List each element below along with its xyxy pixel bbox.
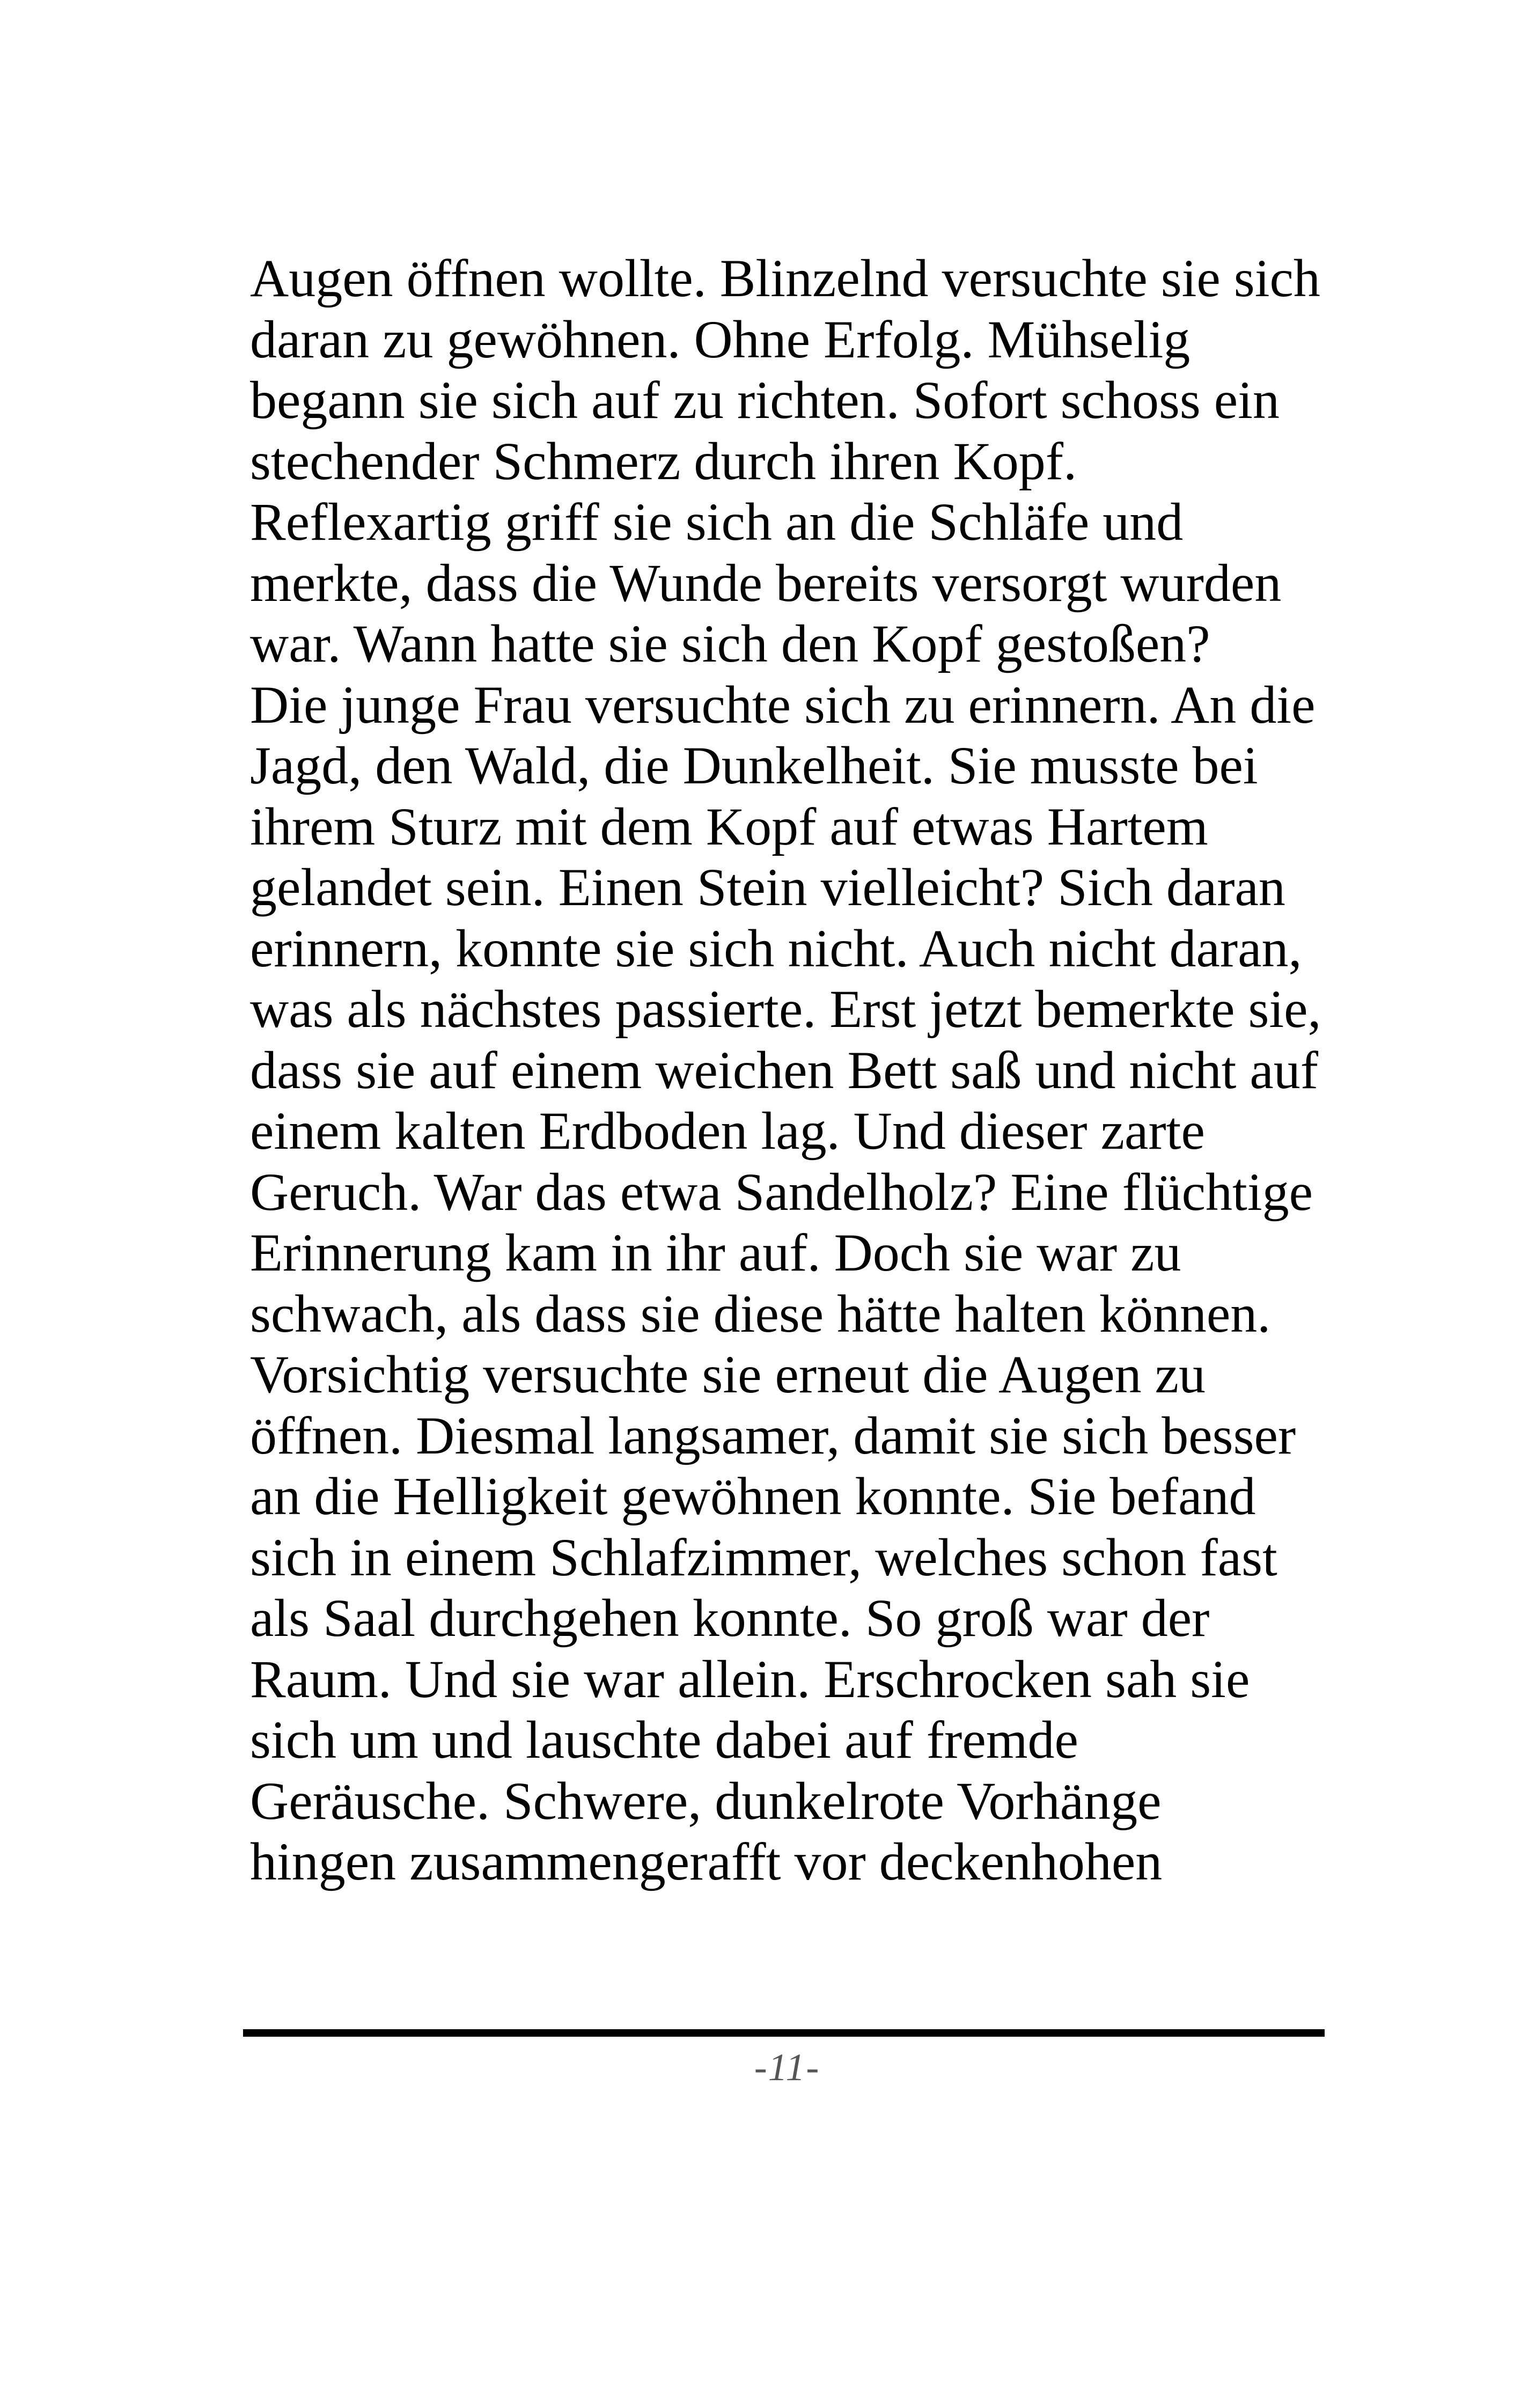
text-line: Augen öffnen wollte. Blinzelnd versuchte sie sich bbox=[250, 248, 1320, 308]
text-line: Geruch. War das etwa Sandelholz? Eine flüchtige bbox=[250, 1162, 1313, 1222]
text-line: sich um und lauschte dabei auf fremde bbox=[250, 1710, 1078, 1770]
text-line: stechender Schmerz durch ihren Kopf. bbox=[250, 431, 1077, 491]
text-line: daran zu gewöhnen. Ohne Erfolg. Mühselig bbox=[250, 309, 1191, 369]
body-text bbox=[250, 248, 1323, 1892]
text-line: ihrem Sturz mit dem Kopf auf etwas Hartem bbox=[250, 796, 1208, 856]
text-line: was als nächstes passierte. Erst jetzt bemerkte sie, bbox=[250, 979, 1321, 1039]
text-line: einem kalten Erdboden lag. Und dieser zarte bbox=[250, 1101, 1205, 1161]
text-line: Geräusche. Schwere, dunkelrote Vorhänge bbox=[250, 1771, 1162, 1831]
text-line: als Saal durchgehen konnte. So groß war der bbox=[250, 1588, 1210, 1648]
footer-rule bbox=[243, 2029, 1325, 2037]
text-line: sich in einem Schlafzimmer, welches schon fast bbox=[250, 1527, 1277, 1587]
text-line: dass sie auf einem weichen Bett saß und nicht auf bbox=[250, 1040, 1319, 1100]
text-line: Die junge Frau versuchte sich zu erinnern. An die bbox=[250, 674, 1316, 735]
text-line: öffnen. Diesmal langsamer, damit sie sich besser bbox=[250, 1405, 1296, 1465]
text-line: hingen zusammengerafft vor deckenhohen bbox=[250, 1832, 1163, 1891]
text-line: begann sie sich auf zu richten. Sofort schoss ein bbox=[250, 370, 1280, 430]
text-line: Raum. Und sie war allein. Erschrocken sah sie bbox=[250, 1649, 1250, 1709]
text-line: gelandet sein. Einen Stein vielleicht? Sich daran bbox=[250, 857, 1285, 917]
text-line: an die Helligkeit gewöhnen konnte. Sie befand bbox=[250, 1466, 1256, 1526]
text-line: Jagd, den Wald, die Dunkelheit. Sie musste bei bbox=[250, 736, 1258, 795]
text-line: war. Wann hatte sie sich den Kopf gestoßen? bbox=[250, 614, 1210, 673]
text-line: Reflexartig griff sie sich an die Schläfe und bbox=[250, 492, 1184, 552]
text-line: Vorsichtig versuchte sie erneut die Augen zu bbox=[250, 1345, 1206, 1404]
text-line: erinnern, konnte sie sich nicht. Auch nicht daran, bbox=[250, 918, 1302, 978]
page-number: -11- bbox=[754, 2046, 820, 2089]
text-line: schwach, als dass sie diese hätte halten können. bbox=[250, 1283, 1271, 1344]
text-line: merkte, dass die Wunde bereits versorgt wurden bbox=[250, 553, 1282, 613]
text-line: Erinnerung kam in ihr auf. Doch sie war zu bbox=[250, 1223, 1181, 1282]
